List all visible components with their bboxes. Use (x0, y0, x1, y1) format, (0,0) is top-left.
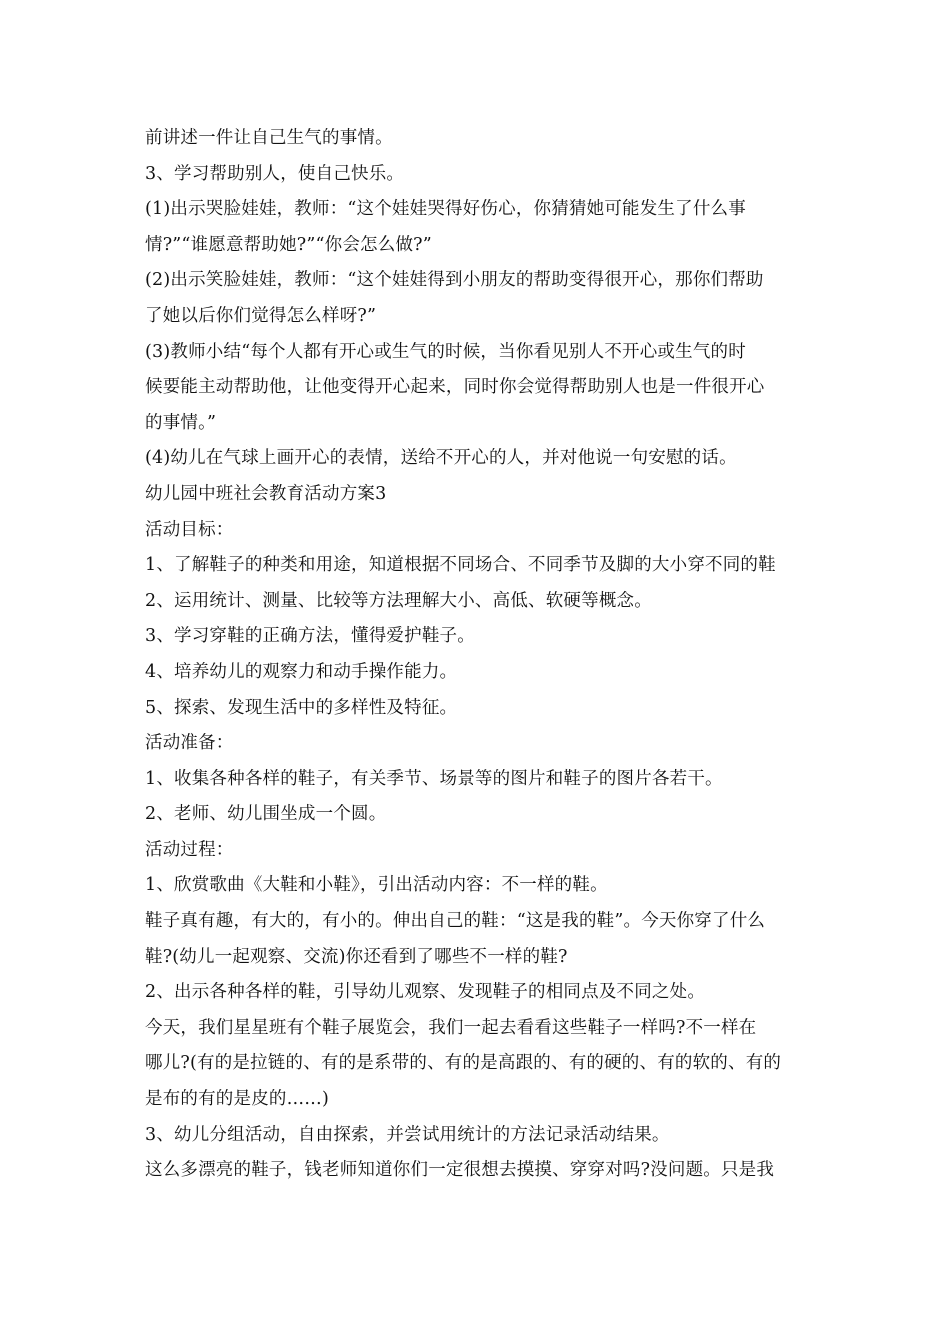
text-line: 3、幼儿分组活动，自由探索，并尝试用统计的方法记录活动结果。 (145, 1124, 670, 1145)
text-line: 4、培养幼儿的观察力和动手操作能力。 (145, 661, 458, 682)
text-line: (2)出示笑脸娃娃，教师：“这个娃娃得到小朋友的帮助变得很开心，那你们帮助 (145, 270, 764, 291)
subheading: 活动目标： (145, 519, 234, 540)
text-line: 这么多漂亮的鞋子，钱老师知道你们一定很想去摸摸、穿穿对吗?没问题。只是我 (145, 1160, 775, 1181)
text-line: (4)幼儿在气球上画开心的表情，送给不开心的人，并对他说一句安慰的话。 (145, 448, 737, 469)
section-heading: 幼儿园中班社会教育活动方案3 (145, 483, 387, 504)
text-line: 3、学习穿鞋的正确方法，懂得爱护鞋子。 (145, 626, 475, 647)
document-body (145, 121, 825, 1189)
text-line: (1)出示哭脸娃娃，教师：“这个娃娃哭得好伤心，你猜猜她可能发生了什么事 (145, 199, 746, 220)
text-line: 候要能主动帮助他，让他变得开心起来，同时你会觉得帮助别人也是一件很开心 (145, 377, 765, 398)
subheading: 活动准备： (145, 733, 234, 754)
text-line: 2、运用统计、测量、比较等方法理解大小、高低、软硬等概念。 (145, 590, 652, 611)
text-line: 3、学习帮助别人，使自己快乐。 (145, 163, 405, 184)
text-line: 了她以后你们觉得怎么样呀?” (145, 305, 377, 326)
text-line: 1、欣赏歌曲《大鞋和小鞋》，引出活动内容：不一样的鞋。 (145, 875, 608, 896)
text-line: 哪儿?(有的是拉链的、有的是系带的、有的是高跟的、有的硬的、有的软的、有的 (145, 1053, 782, 1074)
text-line: 鞋子真有趣，有大的，有小的。伸出自己的鞋：“这是我的鞋”。今天你穿了什么 (145, 911, 766, 932)
subheading: 活动过程： (145, 839, 234, 860)
text-line: 5、探索、发现生活中的多样性及特征。 (145, 697, 458, 718)
text-line: 鞋?(幼儿一起观察、交流)你还看到了哪些不一样的鞋? (145, 946, 568, 967)
text-line: 是布的有的是皮的……) (145, 1089, 330, 1110)
text-line: 1、了解鞋子的种类和用途，知道根据不同场合、不同季节及脚的大小穿不同的鞋 (145, 555, 776, 576)
text-line: 2、出示各种各样的鞋，引导幼儿观察、发现鞋子的相同点及不同之处。 (145, 982, 706, 1003)
text-line: 的事情。” (145, 412, 217, 433)
text-line: 情?”“谁愿意帮助她?”“你会怎么做?” (145, 234, 432, 255)
text-line: 前讲述一件让自己生气的事情。 (145, 128, 393, 148)
text-line: (3)教师小结“每个人都有开心或生气的时候，当你看见别人不开心或生气的时 (145, 341, 746, 362)
text-line: 今天，我们星星班有个鞋子展览会，我们一起去看看这些鞋子一样吗?不一样在 (145, 1017, 757, 1038)
text-line: 2、老师、幼儿围坐成一个圆。 (145, 804, 387, 825)
text-line: 1、收集各种各样的鞋子，有关季节、场景等的图片和鞋子的图片各若干。 (145, 768, 723, 789)
